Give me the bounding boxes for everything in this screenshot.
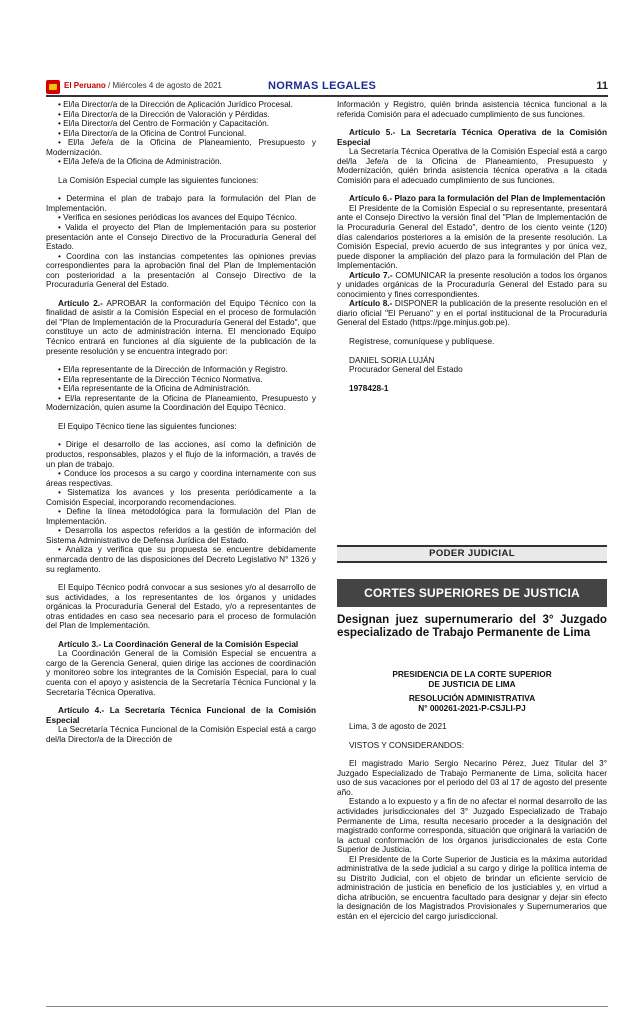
- banner-label: CORTES SUPERIORES DE JUSTICIA: [364, 586, 580, 600]
- paragraph: • Define la línea metodológica para la formulación del Plan de Implementación.: [46, 507, 316, 526]
- paragraph: • Valida el proyecto del Plan de Implementación para su posterior presentación ante el Consejo Directivo de la Procuraduría General del Estado.: [46, 223, 316, 252]
- section-banner-cortes-superiores: [337, 579, 607, 607]
- article-2-text: APROBAR la conformación del Equipo Técnico con la finalidad de asistir a la Comisión Especial en el proceso de formulación del "Plan de Implementación de la Procuraduría General del Estado", que constituye un acto de administración interna. El mencionado Equipo Técnico entrará en funciones al día siguiente de la publicación de la presente resolución y se encuentra integrado por:: [46, 298, 316, 356]
- paragraph: La Comisión Especial cumple las siguientes funciones:: [58, 175, 259, 185]
- paragraph: El Equipo Técnico tiene las siguientes funciones:: [58, 421, 237, 431]
- signatory-role: Procurador General del Estado: [349, 365, 463, 375]
- brand-name: El Peruano: [64, 81, 106, 90]
- el-peruano-logo-icon: [46, 80, 60, 94]
- paragraph: • El/la Director/a de la Dirección de Aplicación Jurídico Procesal.: [58, 100, 293, 109]
- article-8-text: DISPONER la publicación de la presente resolución en el diario oficial "El Peruano" y en el portal institucional de la Procuraduría General del Estado (https://pge.minjus.gob.pe).: [337, 299, 608, 328]
- resolution-number: N° 000261-2021-P-CSJLI-PJ: [418, 703, 526, 713]
- paragraph: • El/la Jefe/a de la Oficina de Administración.: [58, 157, 222, 167]
- page-number: 11: [596, 80, 608, 92]
- paragraph: El magistrado Mario Sergio Necarino Pérez, Juez Titular del 3° Juzgado Especializado de Trabajo Permanente de Lima, solicita hacer uso de sus vacaciones por el periodo del 03 al 17 de agosto del presente año.: [337, 759, 607, 797]
- masthead: [64, 81, 222, 90]
- vistos-heading: VISTOS Y CONSIDERANDOS:: [349, 740, 465, 750]
- paragraph: • Verifica en sesiones periódicas los avances del Equipo Técnico.: [58, 213, 297, 223]
- article-4-title: Artículo 4.- La Secretaría Técnica Funcional de la Comisión Especial: [46, 706, 316, 725]
- issuer-line: PRESIDENCIA DE LA CORTE SUPERIOR: [392, 670, 552, 679]
- article-7: [337, 271, 607, 300]
- paragraph: Estando a lo expuesto y a fin de no afectar el normal desarrollo de las actividades jurisdiccionales del 3° Juzgado Especializado de Trabajo Permanente de Lima, resulta necesario proceder a la designación del magistrado conforme corresponda, situación que originará la variación de la actual conformación de los órganos jurisdiccionales de esta Corte Superior de Justicia.: [337, 797, 607, 855]
- article-8-title: Artículo 8.-: [349, 299, 393, 309]
- article-7-text: COMUNICAR la presente resolución a todos los órganos y unidades orgánicas de la Procuraduría General del Estado para su conocimiento y fines correspondientes.: [337, 270, 607, 299]
- article-8: [337, 299, 607, 328]
- issuer-line: DE JUSTICIA DE LIMA: [428, 679, 516, 689]
- page-bottom-rule: [46, 1006, 608, 1007]
- paragraph: • Determina el plan de trabajo para la formulación del Plan de Implementación.: [46, 194, 316, 213]
- paragraph: • Analiza y verifica que su propuesta se encuentre debidamente enmarcada dentro de las disposiciones del Decreto Legislativo N° 1326 y su reglamento.: [46, 545, 316, 574]
- resolution-headline: Designan juez supernumerario del 3° Juzgado especializado de Trabajo Permanente de Lima: [337, 613, 607, 639]
- paragraph: El Equipo Técnico podrá convocar a sus sesiones y/o al desarrollo de sus actividades, a los representantes de los órganos y unidades orgánicas la Procuraduría General del Estado, y/o a representantes de otras entidades en caso sea necesario para el proceso de formulación del Plan de Implementación.: [46, 583, 316, 631]
- article-2-title: Artículo 2.-: [58, 298, 103, 308]
- closing-formula: Regístrese, comuníquese y publíquese.: [349, 337, 495, 347]
- left-column: [46, 100, 316, 744]
- paragraph: • El/la Director/a del Centro de Formación y Capacitación.: [58, 119, 270, 129]
- paragraph: • Sistematiza los avances y los presenta periódicamente a la Comisión Especial, incorporando recomendaciones.: [46, 488, 316, 507]
- paragraph: • Dirige el desarrollo de las acciones, así como la definición de productos, responsables, plazos y el flujo de la información, a través de un plan de trabajo.: [46, 440, 316, 469]
- article-5-text: La Secretaría Técnica Operativa de la Comisión Especial está a cargo del/la Jefe/a de la Oficina de Planeamiento, Presupuesto y Modernización, quién brinda asistencia técnica operativa a la citada Comisión para el adecuado cumplimiento de sus funciones.: [337, 147, 607, 185]
- paragraph: Información y Registro, quién brinda asistencia técnica funcional a la referida Comisión para el adecuado cumplimiento de sus funciones.: [337, 100, 607, 119]
- resolution-date: Lima, 3 de agosto de 2021: [349, 722, 447, 732]
- paragraph: • El/la Director/a de la Oficina de Control Funcional.: [58, 128, 247, 138]
- article-7-title: Artículo 7.-: [349, 270, 393, 280]
- paragraph: • El/la representante de la Oficina de Administración.: [58, 384, 251, 394]
- paragraph: • El/la representante de la Oficina de Planeamiento, Presupuesto y Modernización, quien asume la Coordinación del Equipo Técnico.: [46, 393, 316, 413]
- section-title: NORMAS LEGALES: [268, 80, 377, 92]
- right-column: [337, 100, 607, 393]
- article-6-title: Artículo 6.- Plazo para la formulación del Plan de Implementación: [349, 194, 606, 204]
- resolution-body: [337, 670, 607, 922]
- signatory-name: DANIEL SORIA LUJÁN: [349, 355, 435, 365]
- article-3-text: La Coordinación General de la Comisión Especial se encuentra a cargo de la Gerencia General, quien dirige las acciones de coordinación y monitoreo sobre los integrantes de la Comisión Especial, para lo cual cuenta con el apoyo y asistencia de la Secretaría Técnica Funcional y la Secretaría Técnica Operativa.: [46, 649, 316, 697]
- paragraph: • Conduce los procesos a su cargo y coordina internamente con sus áreas respectivas.: [46, 469, 316, 488]
- paragraph: • El/la Jefe/a de la Oficina de Planeamiento, Presupuesto y Modernización.: [46, 138, 316, 157]
- paragraph: • El/la Director/a de la Dirección de Valoración y Pérdidas.: [58, 109, 270, 119]
- paragraph: • El/la representante de la Dirección de Información y Registro.: [58, 365, 288, 375]
- banner-label: PODER JUDICIAL: [429, 548, 515, 559]
- paragraph: • Coordina con las instancias competentes las opiniones previas correspondientes para la aprobación final del Plan de Implementación con posterioridad a la presentación al Consejo Directivo de la Procuraduría General del Estado.: [46, 251, 316, 290]
- article-6-text: El Presidente de la Comisión Especial o su representante, presentará ante el Consejo Directivo la versión final del "Plan de Implementación de la Procuraduría General del Estado", dentro de los ciento veinte (120) días calendarios posteriores a la emisión de la presente resolución. La Comisión Especial, previo acuerdo de sus integrantes y por única vez, puede disponer la ampliación del plazo para la formulación del Plan de Implementación.: [337, 203, 607, 271]
- publication-code: 1978428-1: [349, 383, 389, 393]
- section-banner-poder-judicial: [337, 545, 607, 563]
- paragraph: El Presidente de la Corte Superior de Justicia es la máxima autoridad administrativa de la sede judicial a su cargo y dirige la política interna de su Distrito Judicial, con el objeto de brindar un eficiente servicio de administración de justicia en beneficio de los justiciables y, en virtud a dicha atribución, se encuentra facultado para designar y dejar sin efecto la designación de los Magistrados Provisionales y Supernumerarios que están en el ejercicio del cargo jurisdiccional.: [337, 854, 607, 922]
- paragraph: • El/la representante de la Dirección Técnico Normativa.: [58, 374, 263, 384]
- article-3-title: Artículo 3.- La Coordinación General de la Comisión Especial: [58, 639, 299, 649]
- article-4-text: La Secretaría Técnica Funcional de la Comisión Especial está a cargo del/la Director/a de la Dirección de: [46, 725, 316, 744]
- article-2: [46, 299, 316, 356]
- page-header: [46, 80, 608, 97]
- paragraph: • Desarrolla los aspectos referidos a la gestión de información del Sistema Administrativo de Defensa Jurídica del Estado.: [46, 526, 316, 545]
- resolution-type: RESOLUCIÓN ADMINISTRATIVA: [408, 694, 536, 704]
- article-5-title: Artículo 5.- La Secretaría Técnica Operativa de la Comisión Especial: [337, 128, 607, 147]
- issue-date: / Miércoles 4 de agosto de 2021: [105, 81, 222, 90]
